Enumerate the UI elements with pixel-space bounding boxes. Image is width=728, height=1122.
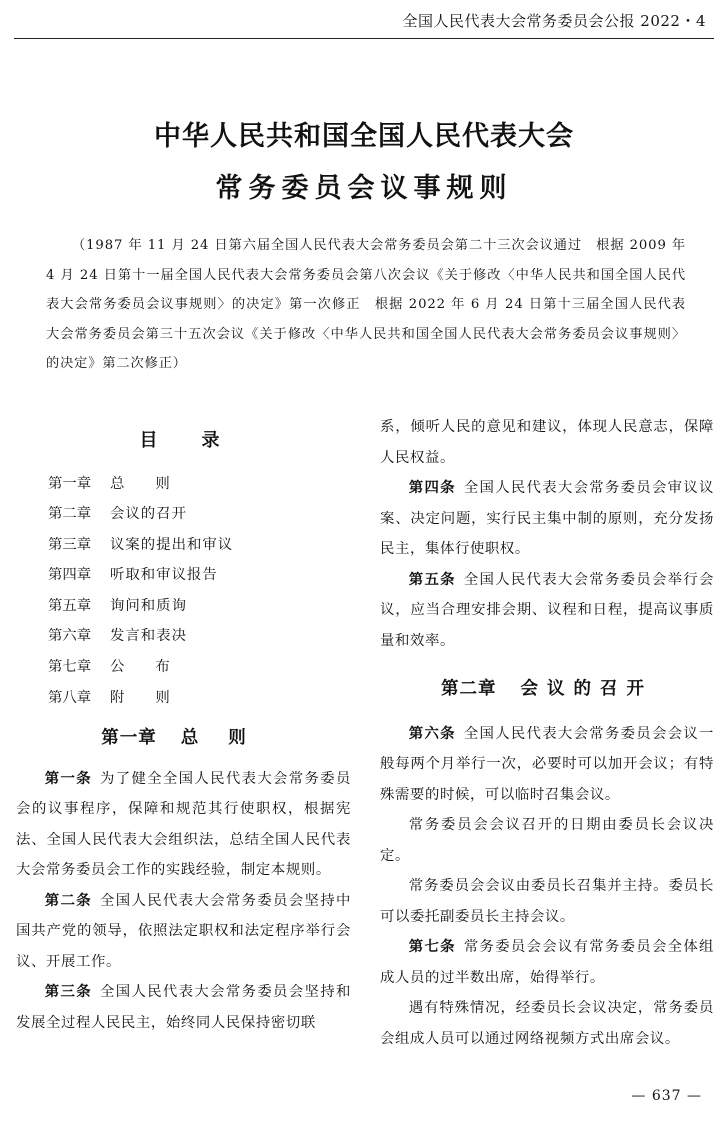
toc-chapter-name: 公布 [110,659,201,676]
page-number: — 637 — [631,1088,702,1104]
toc-chapter: 第四章 [48,567,92,584]
chapter-2-heading [380,674,714,705]
article-text: 全国人民代表大会常务委员会审议议案、决定问题，实行民主集中制的原则，充分发扬民主，集体行使职权。 [380,480,714,557]
toc-title: 目录 [139,430,264,451]
article-label: 第三条 [44,984,92,1001]
toc-chapter: 第七章 [48,659,92,676]
article-3-continued: 系，倾听人民的意见和建议，体现人民意志，保障人民权益。 [380,419,714,466]
toc-item [16,499,351,530]
article-text: 全国人民代表大会常务委员会坚持中国共产党的领导，依照法定职权和法定程序举行会议、开展工作。 [16,892,351,970]
title-line-2: 常务委员会议事规则 [215,173,513,204]
toc-chapter-name: 附则 [110,689,201,706]
chapter-title: 总则 [180,728,276,749]
article-6-para-3: 常务委员会会议由委员长召集并主持。委员长可以委托副委员长主持会议。 [380,878,714,925]
chapter-1-heading [26,723,351,754]
article-5 [380,565,714,657]
article-label: 第五条 [408,571,456,588]
toc-chapter-name: 询问和质询 [110,597,187,614]
chapter-number: 第二章 [441,679,497,699]
article-6 [380,719,714,811]
adoption-note: （1987 年 11 月 24 日第六届全国人民代表大会常务委员会第二十三次会议通过 根据 2009 年 4 月 24 日第十一届全国人民代表大会常务委员会第八次会议《关于修改〈中华人民共和国全国人民代表大会常务委员会议事规则〉的决定》第一次修正 根据 2022 年 6 月 24 日第十三届全国人民代表大会常务委员会第三十五次会议《关于修改〈中华人民共和国全国人民代表大会常务委员会议事规则〉的决定》第二次修正） [46,238,686,371]
toc-chapter-name: 听取和审议报告 [110,567,218,584]
toc-chapter: 第三章 [48,536,92,553]
toc-chapter: 第一章 [48,475,92,492]
article-2 [16,886,351,978]
toc-item [16,652,351,683]
header-rule [14,38,714,39]
toc-chapter: 第八章 [48,689,92,706]
article-label: 第四条 [408,480,456,496]
toc-item [16,591,351,622]
right-column [380,412,714,1054]
toc-item [16,621,351,652]
toc-list [16,469,351,714]
toc-chapter: 第二章 [48,506,92,523]
toc-chapter-name: 总则 [110,475,201,492]
article-label: 第二条 [44,892,92,909]
toc-chapter-name: 发言和表决 [110,628,187,645]
toc-chapter: 第五章 [48,597,92,614]
article-text: 常务委员会会议有常务委员会全体组成人员的过半数出席，始得举行。 [380,939,714,986]
toc-item [16,683,351,714]
chapter-number: 第一章 [101,728,157,749]
article-6-para-2: 常务委员会会议召开的日期由委员长会议决定。 [380,817,714,864]
article-label: 第七条 [408,939,456,955]
article-text: 全国人民代表大会常务委员会举行会议，应当合理安排会期、议程和日程，提高议事质量和效率。 [380,571,714,649]
article-text: 为了健全全国人民代表大会常务委员会的议事程序，保障和规范其行使职权，根据宪法、全国人民代表大会组织法，总结全国人民代表大会常务委员会工作的实践经验，制定本规则。 [16,770,351,879]
article-text: 全国人民代表大会常务委员会坚持和发展全过程人民民主，始终同人民保持密切联 [16,984,351,1031]
article-7-para-2: 遇有特殊情况，经委员长会议决定，常务委员会组成人员可以通过网络视频方式出席会议。 [380,1000,714,1047]
left-column [16,422,351,1038]
chapter-title: 会议的召开 [520,679,653,699]
toc-item [16,530,351,561]
article-7 [380,932,714,993]
toc-chapter-name: 议案的提出和审议 [110,536,234,553]
title-line-1: 中华人民共和国全国人民代表大会 [154,121,574,152]
article-label: 第一条 [44,770,92,787]
article-label: 第六条 [408,725,456,742]
toc-chapter-name: 会议的召开 [110,506,187,523]
toc-item [16,560,351,591]
article-text: 全国人民代表大会常务委员会会议一般每两个月举行一次，必要时可以加开会议；有特殊需要的时候，可以临时召集会议。 [380,725,714,803]
article-1 [16,764,351,886]
article-3 [16,977,351,1038]
toc-chapter: 第六章 [48,628,92,645]
toc-item [16,469,351,500]
article-4 [380,473,714,565]
journal-header: 全国人民代表大会常务委员会公报 2022・4 [402,12,706,30]
